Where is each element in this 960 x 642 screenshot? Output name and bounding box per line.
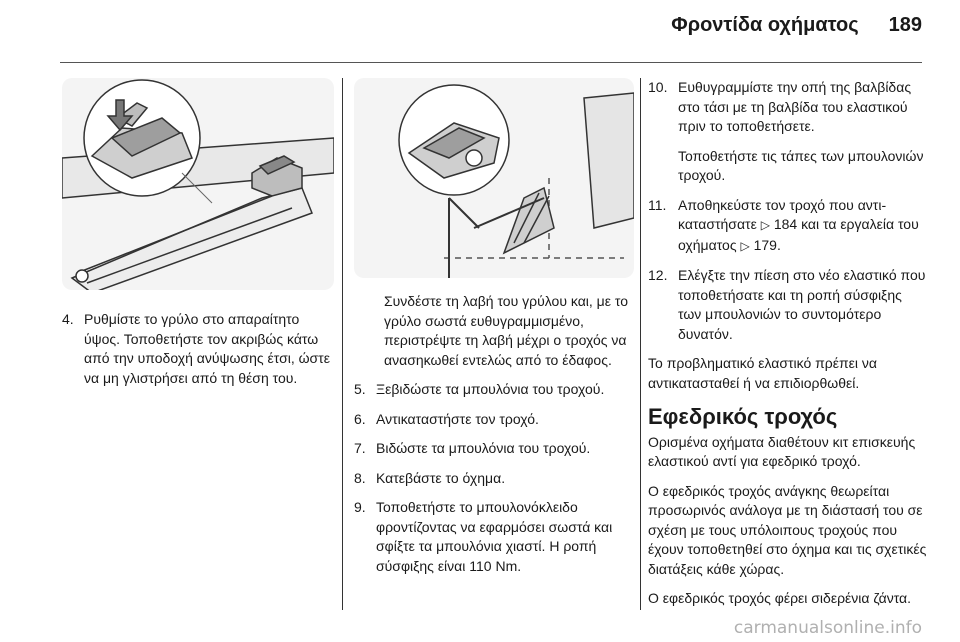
step-number: 4. <box>62 311 74 327</box>
page-title: Φροντίδα οχήματος <box>671 14 859 36</box>
step-7 <box>354 439 634 459</box>
step-11-text-a: Αποθηκεύστε τον τροχό που αντικαταστήσατε <box>678 196 887 232</box>
step-11 <box>648 196 928 257</box>
step-text: Ξεβιδώστε τα μπουλόνια του τροχού. <box>376 381 605 397</box>
arrow-reference-icon: ▷ <box>760 218 770 232</box>
jack-raise-instruction: Συνδέστε τη λαβή του γρύλου και, με το γρύλο σωστά ευθυγραμμισμένο, περιστρέψτε τη λαβή μέχρι ο τροχός να ανασηκωθεί εντελώς από το έδαφος. <box>384 293 628 368</box>
step-10-sub: Τοποθετήστε τις τάπες των μπουλονιών τροχού. <box>678 147 924 183</box>
step-number: 11. <box>648 196 667 213</box>
column-3 <box>648 78 928 619</box>
step-text: Κατεβάστε το όχημα. <box>376 469 506 486</box>
header-rule <box>60 62 922 63</box>
page-header <box>671 14 922 37</box>
step-9 <box>354 498 634 576</box>
spare-para-3: Ο εφεδρικός τροχός φέρει σιδερένια ζάντα. <box>648 590 912 606</box>
step-11-text-b: και τα εργαλεία του οχήματος <box>678 216 919 253</box>
page-ref-179[interactable]: 179. <box>753 236 781 253</box>
arrow-reference-icon: ▷ <box>740 238 750 253</box>
column-divider-1 <box>342 78 343 610</box>
jack-lift-point-illustration <box>62 78 334 290</box>
step-text: Τοποθετήστε το μπουλονόκλειδο φροντίζοντας να εφαρμόσει σωστά και σφίξτε τα μπουλόνια χιαστί. Η ροπή σύσφιξης είναι 110 Nm. <box>376 499 613 574</box>
page-ref-184[interactable]: 184 <box>773 216 798 232</box>
step-number: 7. <box>354 440 366 456</box>
step-4 <box>62 310 334 388</box>
step-number: 6. <box>354 410 366 427</box>
column-1 <box>62 78 334 398</box>
step-number: 9. <box>354 499 366 515</box>
step-text: Ρυθμίστε το γρύλο στο απαραίτητο ύψος. Τοποθετήστε τον ακριβώς κάτω από την υποδοχή ανύψωσης έτσι, ώστε να μη γλιστρήσει από τη θέση του. <box>84 311 330 386</box>
spare-para-1: Ορισμένα οχήματα διαθέτουν κιτ επισκευής ελαστικού αντί για εφεδρικό τροχό. <box>648 433 916 469</box>
step-number: 8. <box>354 469 366 486</box>
watermark: carmanualsonline.info <box>733 618 922 638</box>
section-title: Εφεδρικός τροχός <box>648 404 838 429</box>
step-text: Ελέγξτε την πίεση στο νέο ελαστικό που τοποθετήσατε και τη ροπή σύσφιξης των μπουλονιών το συντομότερο δυνατόν. <box>678 267 926 342</box>
repair-note: Το προβληματικό ελαστικό πρέπει να αντικατασταθεί ή να επιδιορθωθεί. <box>648 355 878 391</box>
step-number: 12. <box>648 267 668 283</box>
step-text: Βιδώστε τα μπουλόνια του τροχού. <box>376 440 591 456</box>
step-5 <box>354 380 634 400</box>
jack-handle-illustration <box>354 78 634 278</box>
spare-para-2: Ο εφεδρικός τροχός ανάγκης θεωρείται προσωρινός ανάλογα με τη διάστασή του σε σχέση με τους υπόλοιπους τροχούς που έχουν τοποθετηθεί στο όχημα και τις σχετικές διατάξεις κάθε χώρας. <box>648 482 927 577</box>
step-10 <box>648 78 928 137</box>
column-divider-2 <box>640 78 641 610</box>
step-8 <box>354 469 634 489</box>
step-text: Ευθυγραμμίστε την οπή της βαλβίδας στο τάσι με τη βαλβίδα του ελαστικού πριν το τοποθετήσετε. <box>678 79 912 134</box>
step-12 <box>648 266 928 344</box>
step-text <box>678 196 928 257</box>
step-number: 10. <box>648 79 668 95</box>
page-number: 189 <box>888 14 922 36</box>
column-2 <box>354 78 634 586</box>
step-number: 5. <box>354 381 366 397</box>
step-text: Αντικαταστήστε τον τροχό. <box>376 410 539 427</box>
step-6 <box>354 410 634 430</box>
